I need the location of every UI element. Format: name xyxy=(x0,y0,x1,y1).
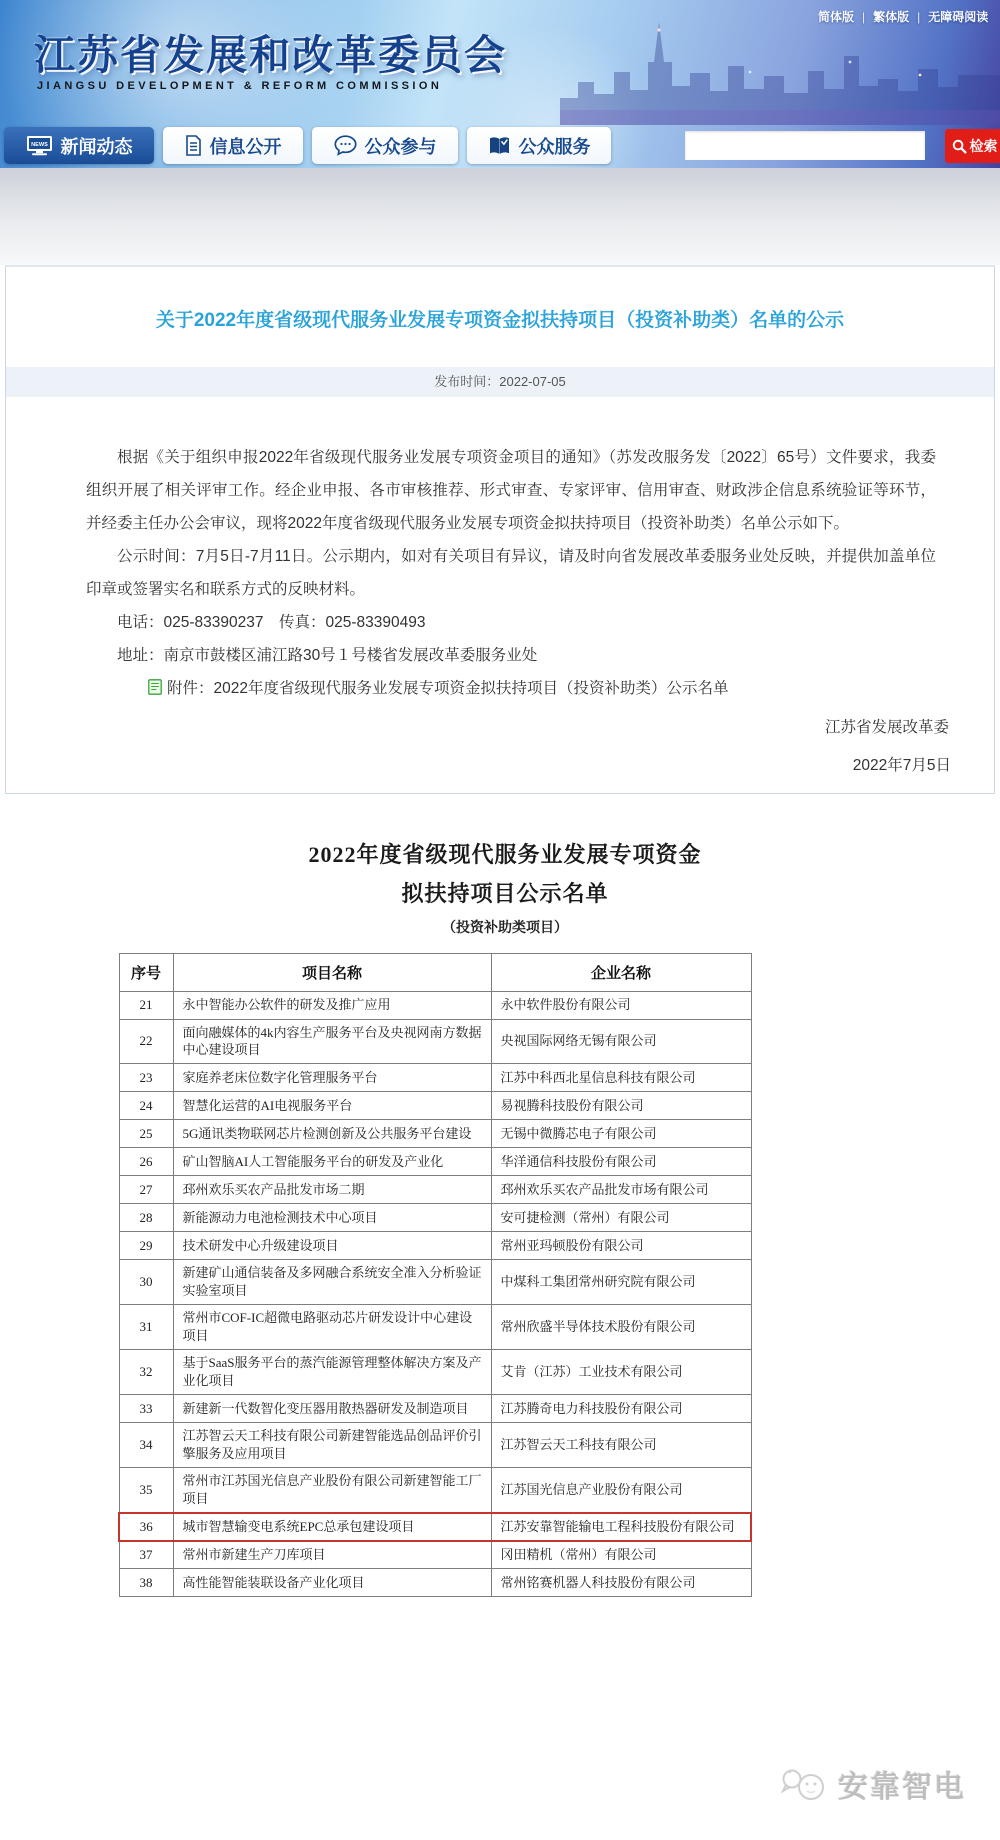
table-row xyxy=(119,1064,751,1092)
nav-tabs xyxy=(4,127,611,164)
table-cell: 新建新一代数智化变压器用散热器研发及制造项目 xyxy=(173,1395,491,1423)
publish-time-bar: 发布时间：2022-07-05 xyxy=(6,367,994,397)
table-cell: 28 xyxy=(119,1204,173,1232)
table-row xyxy=(119,1176,751,1204)
announcement-article xyxy=(5,265,995,794)
link-traditional[interactable]: | 繁体版 xyxy=(854,8,909,25)
table-title-line2: 拟扶持项目公示名单 xyxy=(401,880,609,906)
table-cell: 江苏安靠智能输电工程科技股份有限公司 xyxy=(491,1513,751,1541)
contact-address-line: 地址：南京市鼓楼区浦江路30号１号楼省发展改革委服务业处 xyxy=(117,646,538,664)
article-title: 关于2022年度省级现代服务业发展专项资金拟扶持项目（投资补助类）名单的公示 xyxy=(155,310,845,331)
table-row xyxy=(119,1569,751,1597)
table-cell: 常州铭赛机器人科技股份有限公司 xyxy=(491,1569,751,1597)
table-row xyxy=(119,1204,751,1232)
search-input[interactable] xyxy=(685,131,925,160)
article-body xyxy=(6,397,994,707)
table-header-row xyxy=(119,953,751,991)
table-cell: 江苏腾奇电力科技股份有限公司 xyxy=(491,1395,751,1423)
table-row xyxy=(119,1148,751,1176)
table-cell: 新能源动力电池检测技术中心项目 xyxy=(173,1204,491,1232)
table-row xyxy=(119,1092,751,1120)
table-cell: 江苏中科西北星信息科技有限公司 xyxy=(491,1064,751,1092)
search-button-label: 检索 xyxy=(969,138,998,154)
table-cell: 无锡中微腾芯电子有限公司 xyxy=(491,1120,751,1148)
table-cell: 高性能智能装联设备产业化项目 xyxy=(173,1569,491,1597)
table-row xyxy=(119,1232,751,1260)
chat-icon xyxy=(334,135,357,156)
table-cell: 基于SaaS服务平台的蒸汽能源管理整体解决方案及产业化项目 xyxy=(173,1350,491,1395)
table-row xyxy=(119,991,751,1019)
table-cell: 技术研发中心升级建设项目 xyxy=(173,1232,491,1260)
tab-label: 信息公开 xyxy=(209,136,282,157)
table-cell: 央视国际网络无锡有限公司 xyxy=(491,1019,751,1064)
table-row xyxy=(119,1120,751,1148)
table-cell: 易视腾科技股份有限公司 xyxy=(491,1092,751,1120)
main-navigation xyxy=(4,127,1000,165)
table-cell: 32 xyxy=(119,1350,173,1395)
attachment-line xyxy=(86,672,936,707)
signature-agency: 江苏省发展改革委 xyxy=(824,718,949,736)
table-cell: 27 xyxy=(119,1176,173,1204)
tab-label: 公众参与 xyxy=(364,136,437,157)
document-icon xyxy=(185,135,202,156)
contact-phone-line: 电话：025-83390237 传真：025-83390493 xyxy=(117,613,426,631)
table-row xyxy=(119,1423,751,1468)
tab-news[interactable] xyxy=(4,127,154,164)
table-row xyxy=(119,1305,751,1350)
table-cell: 常州市新建生产刀库项目 xyxy=(173,1541,491,1569)
table-row xyxy=(119,1350,751,1395)
table-cell: 36 xyxy=(119,1513,173,1541)
table-cell: 面向融媒体的4k内容生产服务平台及央视网南方数据中心建设项目 xyxy=(173,1019,491,1064)
watermark-text: 安靠智电 xyxy=(838,1771,966,1804)
table-cell: 邳州欢乐买农产品批发市场二期 xyxy=(173,1176,491,1204)
table-cell: 冈田精机（常州）有限公司 xyxy=(491,1541,751,1569)
tab-public-participation[interactable] xyxy=(312,127,458,164)
table-cell: 37 xyxy=(119,1541,173,1569)
article-paragraph: 根据《关于组织申报2022年省级现代服务业发展专项资金项目的通知》（苏发改服务发〔2022〕65号）文件要求，我委组织开展了相关评审工作。经企业申报、各市审核推荐、形式审查、专家评审、信用审查、财政涉企信息系统验证等环节，并经委主任办公会审议，现将2022年度省级现代服务业发展专项资金拟扶持项目（投资补助类）名单公示如下。 xyxy=(86,448,936,532)
table-cell: 35 xyxy=(119,1467,173,1512)
col-header-company: 企业名称 xyxy=(491,953,751,991)
table-cell: 家庭养老床位数字化管理服务平台 xyxy=(173,1064,491,1092)
site-subtitle-en: JIANGSU DEVELOPMENT & REFORM COMMISSION xyxy=(37,80,443,92)
top-utility-links xyxy=(818,8,998,25)
service-icon xyxy=(488,136,511,156)
link-accessibility[interactable]: | 无障碍阅读 xyxy=(909,8,988,25)
table-row xyxy=(119,1395,751,1423)
tab-label: 新闻动态 xyxy=(60,136,133,157)
table-cell: 29 xyxy=(119,1232,173,1260)
table-row xyxy=(119,1541,751,1569)
attachment-icon xyxy=(117,674,162,707)
signature-date: 2022年7月5日 xyxy=(852,756,951,774)
table-title-line3: （投资补助类项目） xyxy=(442,920,568,936)
table-cell: 华洋通信科技股份有限公司 xyxy=(491,1148,751,1176)
table-cell: 31 xyxy=(119,1305,173,1350)
table-cell: 矿山智脑AI人工智能服务平台的研发及产业化 xyxy=(173,1148,491,1176)
table-cell: 34 xyxy=(119,1423,173,1468)
site-header xyxy=(0,0,1000,168)
table-row xyxy=(119,1019,751,1064)
table-cell: 智慧化运营的AI电视服务平台 xyxy=(173,1092,491,1120)
table-row xyxy=(119,1467,751,1512)
link-simplified[interactable]: 简体版 xyxy=(818,10,855,24)
project-list-section xyxy=(0,794,1000,1598)
col-header-no: 序号 xyxy=(119,953,173,991)
project-table xyxy=(118,953,752,1598)
table-cell: 安可捷检测（常州）有限公司 xyxy=(491,1204,751,1232)
table-cell: 中煤科工集团常州研究院有限公司 xyxy=(491,1260,751,1305)
search-button[interactable] xyxy=(945,129,1000,163)
table-cell: 城市智慧输变电系统EPC总承包建设项目 xyxy=(173,1513,491,1541)
page-gap-band xyxy=(0,168,1000,265)
article-paragraph: 公示时间：7月5日-7月11日。公示期内，如对有关项目有异议，请及时向省发展改革委服务业处反映，并提供加盖单位印章或签署实名和联系方式的反映材料。 xyxy=(86,547,936,598)
col-header-project: 项目名称 xyxy=(173,953,491,991)
tab-label: 公众服务 xyxy=(518,136,591,157)
table-cell: 邳州欢乐买农产品批发市场有限公司 xyxy=(491,1176,751,1204)
table-cell: 常州市COF-IC超微电路驱动芯片研发设计中心建设项目 xyxy=(173,1305,491,1350)
site-title: 江苏省发展和改革委员会 xyxy=(34,32,507,78)
table-cell: 30 xyxy=(119,1260,173,1305)
table-cell: 艾肯（江苏）工业技术有限公司 xyxy=(491,1350,751,1395)
news-icon xyxy=(26,135,53,156)
table-cell: 38 xyxy=(119,1569,173,1597)
table-row xyxy=(119,1513,751,1541)
table-cell: 常州市江苏国光信息产业股份有限公司新建智能工厂项目 xyxy=(173,1467,491,1512)
table-row xyxy=(119,1260,751,1305)
wechat-bubbles-icon xyxy=(778,1762,830,1806)
watermark-logo xyxy=(778,1762,966,1806)
table-cell: 永中软件股份有限公司 xyxy=(491,991,751,1019)
table-cell: 26 xyxy=(119,1148,173,1176)
table-cell: 江苏智云天工科技有限公司 xyxy=(491,1423,751,1468)
table-cell: 江苏智云天工科技有限公司新建智能选品创品评价引擎服务及应用项目 xyxy=(173,1423,491,1468)
table-cell: 24 xyxy=(119,1092,173,1120)
attachment-link[interactable]: 附件：2022年度省级现代服务业发展专项资金拟扶持项目（投资补助类）公示名单 xyxy=(167,679,729,697)
table-title-line1: 2022年度省级现代服务业发展专项资金 xyxy=(308,841,702,867)
tab-public-services[interactable] xyxy=(467,127,611,164)
table-cell: 25 xyxy=(119,1120,173,1148)
tab-info-disclosure[interactable] xyxy=(163,127,303,164)
search-icon xyxy=(952,139,967,154)
table-cell: 22 xyxy=(119,1019,173,1064)
table-cell: 21 xyxy=(119,991,173,1019)
table-cell: 5G通讯类物联网芯片检测创新及公共服务平台建设 xyxy=(173,1120,491,1148)
project-table-body xyxy=(119,991,751,1597)
table-cell: 江苏国光信息产业股份有限公司 xyxy=(491,1467,751,1512)
table-cell: 永中智能办公软件的研发及推广应用 xyxy=(173,991,491,1019)
table-cell: 新建矿山通信装备及多网融合系统安全准入分析验证实验室项目 xyxy=(173,1260,491,1305)
table-cell: 23 xyxy=(119,1064,173,1092)
table-cell: 常州亚玛顿股份有限公司 xyxy=(491,1232,751,1260)
table-cell: 常州欣盛半导体技术股份有限公司 xyxy=(491,1305,751,1350)
svg-text:NEWS: NEWS xyxy=(30,142,48,148)
table-cell: 33 xyxy=(119,1395,173,1423)
